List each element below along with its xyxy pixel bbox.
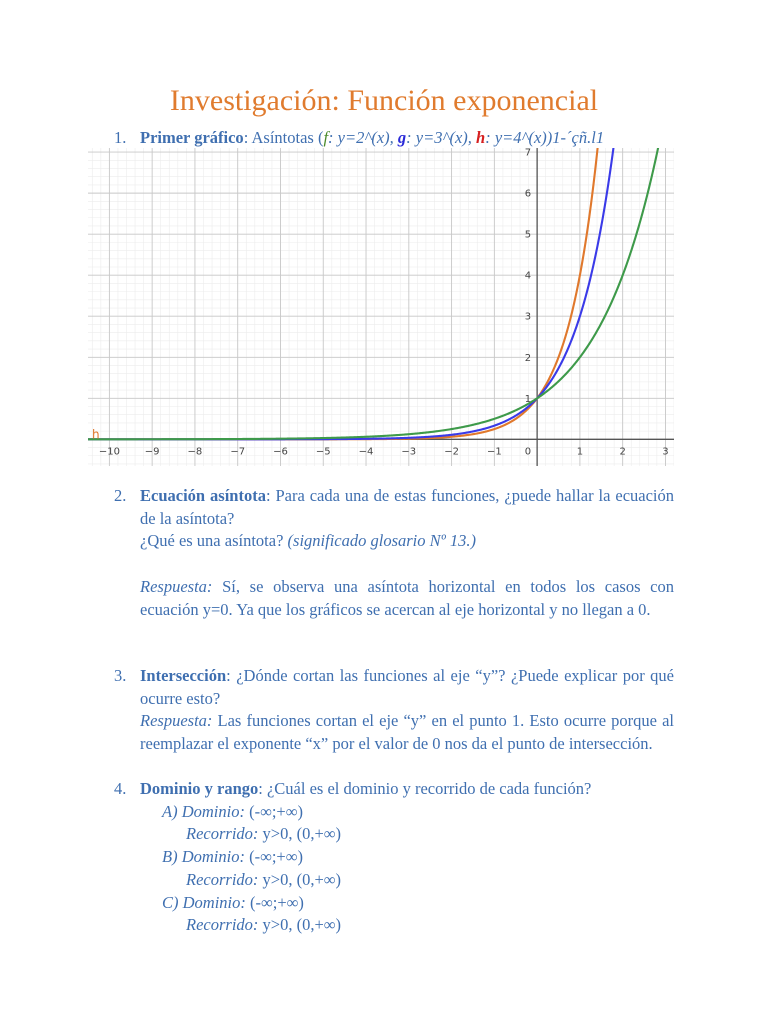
item-text: : Asíntotas (	[243, 128, 324, 147]
range-label: Recorrido:	[186, 915, 259, 935]
range-label: Recorrido:	[186, 869, 259, 889]
question-3	[114, 665, 674, 756]
function-g-equation: : y=3^(x),	[406, 128, 477, 147]
domain-label: C) Dominio:	[162, 892, 246, 912]
entry-b-domain	[162, 846, 674, 869]
range-value: y>0, (0,+∞)	[258, 915, 342, 935]
x-tick-label: −8	[187, 446, 203, 458]
x-tick-label: −7	[230, 446, 246, 458]
y-tick-label: 4	[524, 270, 532, 282]
item-heading: Primer gráfico	[140, 128, 244, 147]
item-text: : Para cada una de estas funciones, ¿puede hallar la ecuación de la asíntota?	[140, 486, 674, 528]
graph-background	[88, 148, 674, 466]
x-tick-label: −4	[358, 446, 374, 458]
entry-c-range	[186, 914, 674, 937]
answer-text: Sí, se observa una asíntota horizontal en todos los casos con ecuación y=0. Ya que los gráficos se acercan al eje horizontal y no llegan a 0.	[140, 576, 674, 619]
function-g-name: g	[397, 128, 407, 147]
item-text: : ¿Cuál es el dominio y recorrido de cada función?	[258, 779, 592, 798]
domain-label: A) Dominio:	[162, 801, 245, 821]
item-number: 2.	[114, 486, 127, 505]
answer-label: Respuesta:	[140, 576, 213, 596]
item-heading: Ecuación asíntota	[140, 486, 266, 505]
x-tick-label: 1	[576, 446, 584, 458]
x-tick-label: −10	[98, 446, 120, 458]
y-tick-label: 3	[524, 311, 532, 323]
item-number: 3.	[114, 666, 127, 685]
domain-value: (-∞;+∞)	[244, 847, 303, 867]
y-tick-label: 7	[524, 148, 532, 159]
answer-text: Las funciones cortan el eje “y” en el punto 1. Esto ocurre porque al reemplazar el exponente “x” por el valor de 0 nos da el punto de intersección.	[140, 711, 674, 754]
exponential-graph	[88, 148, 674, 466]
x-tick-label: −3	[401, 446, 417, 458]
origin-label: 0	[524, 446, 532, 458]
function-f-equation: : y=2^(x),	[328, 128, 398, 147]
question-note: (significado glosario Nº 13.)	[287, 531, 476, 551]
x-tick-label: −5	[315, 446, 331, 458]
item-number: 1.	[114, 128, 127, 147]
question-1	[114, 127, 674, 150]
x-tick-label: −6	[273, 446, 288, 458]
function-h-equation: : y=4^(x))1-´çñ.l1	[485, 128, 605, 147]
y-tick-label: 5	[524, 229, 532, 241]
domain-value: (-∞;+∞)	[245, 892, 304, 912]
question-2	[114, 485, 674, 621]
domain-label: B) Dominio:	[162, 847, 245, 867]
item-number: 4.	[114, 779, 127, 798]
item-text: : ¿Dónde cortan las funciones al eje “y”? ¿Puede explicar por qué ocurre esto?	[140, 666, 674, 708]
x-tick-label: 3	[662, 446, 669, 458]
x-tick-label: −1	[486, 446, 502, 458]
x-tick-label: −9	[144, 446, 160, 458]
curve-label-h: h	[92, 427, 100, 442]
answer-label: Respuesta:	[140, 711, 213, 731]
item-heading: Dominio y rango	[140, 779, 259, 798]
y-tick-label: 2	[524, 352, 532, 364]
entry-b-range	[186, 869, 674, 892]
y-tick-label: 1	[524, 393, 532, 405]
y-tick-label: 6	[524, 188, 532, 200]
range-value: y>0, (0,+∞)	[258, 824, 342, 844]
range-value: y>0, (0,+∞)	[258, 869, 342, 889]
item-heading: Intersección	[140, 666, 227, 685]
function-h-name: h	[476, 128, 486, 147]
domain-value: (-∞;+∞)	[244, 801, 303, 821]
x-tick-label: 2	[619, 446, 626, 458]
page-title: Investigación: Función exponencial	[169, 84, 599, 117]
question-4	[114, 778, 674, 937]
entry-c-domain	[162, 892, 674, 915]
entry-a-domain	[162, 801, 674, 824]
entry-a-range	[186, 823, 674, 846]
range-label: Recorrido:	[186, 824, 259, 844]
question-text: ¿Qué es una asíntota?	[140, 531, 288, 551]
x-tick-label: −2	[444, 446, 459, 458]
function-f-name: f	[323, 128, 329, 147]
